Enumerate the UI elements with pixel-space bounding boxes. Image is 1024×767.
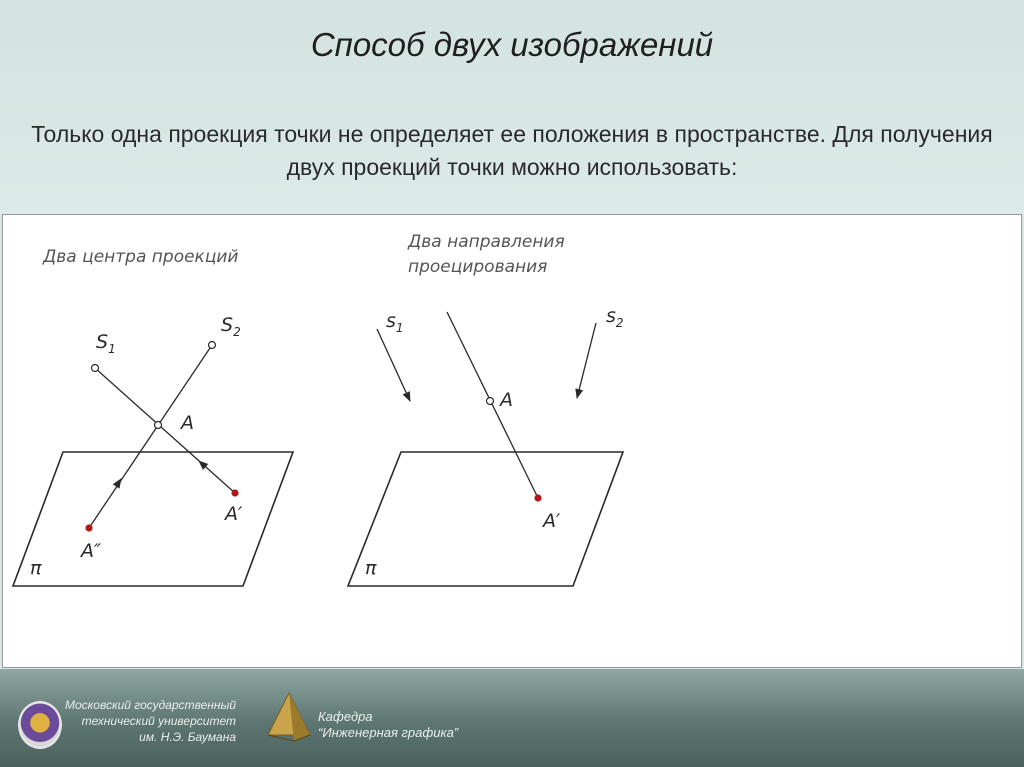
point-s2-left [209, 342, 216, 349]
label-s1-left: $S_1$ [96, 331, 116, 356]
department-pyramid-icon [264, 691, 314, 743]
point-a2-left [85, 524, 92, 531]
two-directions-diagram [348, 232, 624, 586]
caption-two-directions-1: Два направления [408, 232, 565, 252]
department-line-2: “Инженерная графика” [318, 725, 459, 740]
label-a1-left: A′ [225, 503, 243, 525]
university-line-2: технический университет [81, 714, 236, 728]
label-pi-right: π [365, 557, 377, 579]
slide-title: Способ двух изображений [310, 26, 714, 63]
label-a-left: A [181, 412, 194, 434]
label-pi-left: π [30, 557, 42, 579]
university-line-3: им. Н.Э. Баумана [139, 730, 236, 744]
department-name [318, 709, 458, 741]
caption-two-directions-2: проецирования [408, 257, 548, 277]
slide-header [0, 0, 1024, 214]
label-s2-left: $S_2$ [221, 314, 241, 339]
slide-footer [0, 669, 1024, 767]
plane-pi-left [13, 452, 293, 586]
university-line-1: Московский государственный [64, 698, 236, 712]
plane-pi-right [348, 452, 623, 586]
point-a1-left [231, 489, 238, 496]
projecting-line-right [447, 312, 538, 498]
university-seal-icon [18, 701, 62, 749]
point-a-right [487, 398, 494, 405]
slide-subtitle: Только одна проекция точки не определяет ее положения в пространстве. Для получения двух проекций точки можно использовать: [31, 121, 993, 180]
label-a2-left: A″ [81, 540, 102, 562]
point-a1-right [534, 494, 541, 501]
department-line-1: Кафедра [318, 709, 373, 724]
label-a1-right: A′ [543, 510, 561, 532]
university-name [60, 697, 236, 745]
ray-s1-left [95, 368, 235, 493]
two-centers-diagram [13, 247, 293, 586]
projection-diagram [3, 215, 1021, 667]
label-s1-right: $s_1$ [386, 310, 404, 335]
diagram-panel [2, 214, 1022, 668]
ray-s2-left [89, 345, 212, 528]
point-a-left [155, 422, 162, 429]
direction-s1-arrow [377, 329, 410, 401]
point-s1-left [92, 365, 99, 372]
label-a-right: A [500, 389, 513, 411]
direction-s2-arrow [577, 323, 596, 398]
caption-two-centers: Два центра проекций [43, 247, 239, 267]
label-s2-right: $s_2$ [606, 305, 624, 330]
